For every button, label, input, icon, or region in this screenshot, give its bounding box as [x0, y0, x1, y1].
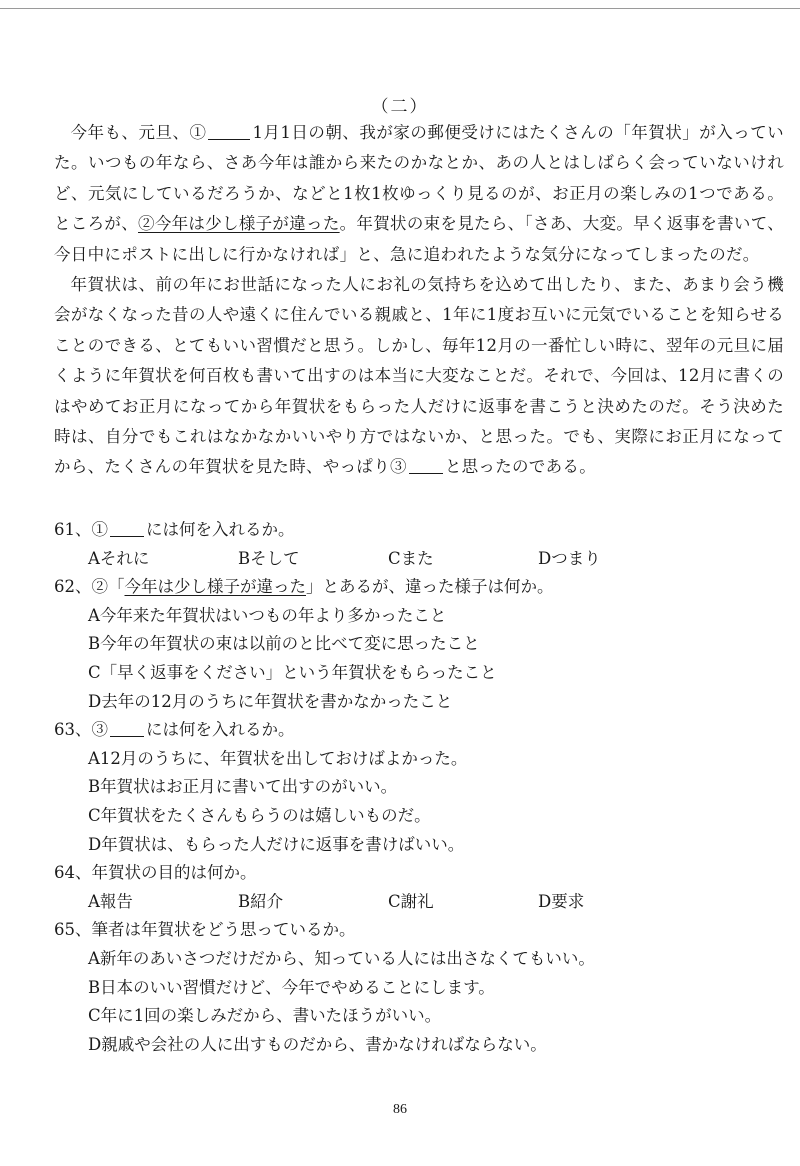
stem-text-a: ③ [91, 720, 108, 740]
stem-underlined-phrase: 今年は少し様子が違った [124, 577, 306, 597]
option-c[interactable]: C年賀状をたくさんもらうのは嬉しいものだ。 [88, 805, 431, 825]
stem-text-a: ① [91, 520, 108, 539]
question-number: 64、 [54, 863, 92, 883]
question-number: 62、 [54, 577, 92, 597]
stem-text-a: ②「 [91, 577, 125, 597]
stem-text-b: 」とあるが、違った様子は何か。 [306, 577, 554, 597]
p2-text-b: と思ったのである。 [444, 457, 597, 477]
option-d[interactable]: D要求 [538, 891, 585, 911]
option-d[interactable]: D去年の12月のうちに年賀状を書かなかったこと [88, 691, 453, 711]
option-b[interactable]: B紹介 [238, 891, 284, 911]
option-row [54, 888, 784, 917]
option-a[interactable]: Aそれに [88, 548, 150, 568]
stem-text-b: には何を入れるか。 [146, 720, 295, 740]
option-a[interactable]: A今年来た年賀状はいつもの年より多かったこと [88, 605, 447, 625]
blank-3-ref [110, 720, 144, 737]
stem-text: 筆者は年賀状をどう思っているか。 [91, 920, 356, 940]
option-c[interactable]: Cまた [388, 548, 434, 568]
passage-paragraph-2 [54, 270, 784, 483]
question-61 [54, 516, 784, 573]
option-a[interactable]: A報告 [88, 891, 133, 911]
question-63 [54, 716, 784, 859]
blank-1 [208, 123, 250, 140]
question-list [54, 516, 784, 1059]
blank-1-ref [110, 520, 144, 537]
option-row [54, 545, 784, 574]
passage-paragraph-1 [54, 118, 784, 270]
question-number: 61、 [54, 520, 92, 539]
question-stem [54, 916, 784, 945]
option-c[interactable]: C年に1回の楽しみだから、書いたほうがいい。 [88, 1006, 442, 1026]
question-62 [54, 573, 784, 716]
option-d[interactable]: Dつまり [538, 548, 601, 568]
stem-text-b: には何を入れるか。 [146, 520, 295, 539]
stem-text: 年賀状の目的は何か。 [91, 863, 257, 883]
option-a[interactable]: A12月のうちに、年賀状を出しておけばよかった。 [88, 748, 468, 768]
question-stem [54, 859, 784, 888]
question-number: 63、 [54, 720, 92, 740]
option-b[interactable]: B日本のいい習慣だけど、今年でやめることにします。 [88, 977, 495, 997]
option-d[interactable]: D親戚や会社の人に出すものだから、書かなければならない。 [88, 1034, 547, 1054]
reading-passage [54, 118, 784, 483]
option-c[interactable]: C「早く返事をください」という年賀状をもらったこと [88, 662, 497, 682]
option-b[interactable]: Bそして [238, 548, 300, 568]
question-stem [54, 716, 784, 745]
top-rule [0, 8, 800, 9]
option-c[interactable]: C謝礼 [388, 891, 434, 911]
p1-text-a: 今年も、元旦、① [70, 123, 207, 142]
p1-text-c: 。年賀状の束を見たら、「さあ、大変。早く返事を書いて、今日中にポストに出しに行かなければ」と、急に追われたような気分になってしまったのだ。 [54, 214, 784, 264]
blank-3 [409, 457, 443, 474]
option-a[interactable]: A新年のあいさつだけだから、知っている人には出さなくてもいい。 [88, 948, 595, 968]
section-title: （二） [371, 97, 429, 117]
question-number: 65、 [54, 920, 92, 940]
option-b[interactable]: B今年の年賀状の束は以前のと比べて変に思ったこと [88, 634, 480, 654]
option-d[interactable]: D年賀状は、もらった人だけに返事を書けばいい。 [88, 834, 465, 854]
question-stem [54, 573, 784, 602]
option-b[interactable]: B年賀状はお正月に書いて出すのがいい。 [88, 777, 398, 797]
page-number: 86 [393, 1102, 407, 1117]
underlined-phrase-2: ②今年は少し様子が違った [138, 214, 340, 234]
p2-text-a: 年賀状は、前の年にお世話になった人にお礼の気持ちを込めて出したり、また、あまり会う機会がなくなった昔の人や遠くに住んでいる親戚と、1年に1度お互いに元気でいることを知らせることのできる、とてもいい習慣だと思う。しかし、毎年12月の一番忙しい時に、翌年の元旦に届くように年賀状を何百枚も書いて出すのは本当に大変なことだ。それで、今回は、12月に書くのはやめてお正月になってから年賀状をもらった人だけに返事を書こうと決めたのだ。そう決めた時は、自分でもこれはなかなかいいやり方ではないか、と思った。でも、実際にお正月になってから、たくさんの年賀状を見た時、やっぱり③ [54, 275, 784, 477]
question-65 [54, 916, 784, 1059]
question-64 [54, 859, 784, 916]
p1-text-b: 1月1日の朝、我が家の郵便受けにはたくさんの「年賀状」が入っていた。いつもの年なら、さあ今年は誰から来たのかなとか、あの人とはしばらく会っていないけれど、元気にしているだろうか、などと1枚1枚ゆっくり見るのが、お正月の楽しみの1つである。ところが、 [54, 123, 784, 234]
question-stem [54, 516, 784, 545]
